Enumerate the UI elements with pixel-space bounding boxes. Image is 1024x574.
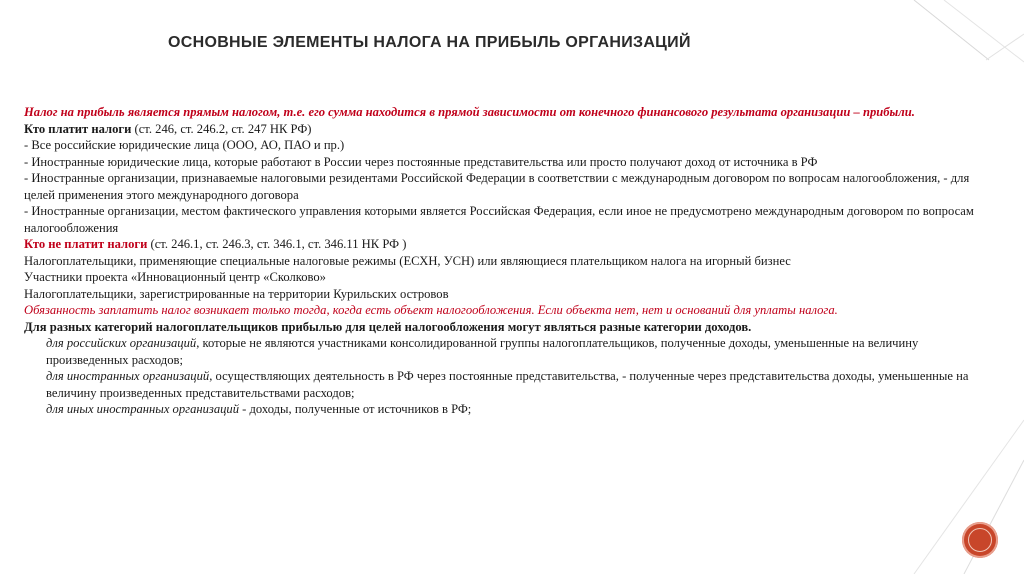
intro-text: Налог на прибыль является прямым налогом, т.е. его сумма находится в прямой зависимости от конечного финансового результата организации – прибыли. (24, 105, 915, 119)
list-item: Участники проекта «Инновационный центр «Сколково» (24, 270, 326, 284)
who-pays-line (24, 121, 984, 138)
who-not-pays-line (24, 236, 984, 253)
category-item (24, 335, 984, 368)
list-item: - Все российские юридические лица (ООО, АО, ПАО и пр.) (24, 138, 345, 152)
category-term: для иностранных организаций (46, 369, 210, 383)
who-not-pays-heading: Кто не платит налоги (24, 237, 148, 251)
list-item: - Иностранные юридические лица, которые работают в России через постоянные представительства или просто получают доход от источника в РФ (24, 154, 818, 169)
category-item (24, 368, 984, 401)
obligation-text: Обязанность заплатить налог возникает только тогда, когда есть объект налогообложения. Если объекта нет, нет и оснований для уплаты налога. (24, 303, 838, 317)
who-pays-ref: (ст. 246, ст. 246.2, ст. 247 НК РФ) (131, 121, 312, 136)
list-item: Налогоплательщики, применяющие специальные налоговые режимы (ЕСХН, УСН) или являющиеся плательщиком налога на игорный бизнес (24, 253, 791, 268)
category-term: для российских организаций (46, 336, 197, 350)
list-item: - Иностранные организации, местом фактического управления которыми является Российская Федерация, если иное не предусмотрено международным договором по вопросам налогообложения (24, 204, 974, 235)
circle-nav-inner (968, 528, 992, 552)
page-title: ОСНОВНЫЕ ЭЛЕМЕНТЫ НАЛОГА НА ПРИБЫЛЬ ОРГАНИЗАЦИЙ (168, 34, 691, 51)
categories-heading: Для разных категорий налогоплательщиков прибылью для целей налогообложения могут являться разные категории доходов. (24, 319, 752, 334)
list-item: - Иностранные организации, признаваемые налоговыми резидентами Российской Федерации в соответствии с международным договором по вопросам налогообложения, - для целей применения этого международного договора (24, 171, 970, 202)
circle-nav-icon[interactable] (962, 522, 998, 558)
category-text: , осуществляющих деятельность в РФ через постоянные представительства, - полученные через представительства доходы, уменьшенные на величину произведенных представительствами расходов; (46, 369, 969, 400)
category-text: - доходы, полученные от источников в РФ; (239, 402, 472, 416)
category-text: , которые не являются участниками консолидированной группы налогоплательщиков, полученные доходы, уменьшенные на величину произведенных расходов; (46, 336, 919, 367)
category-term: для иных иностранных организаций (46, 402, 240, 416)
who-not-pays-ref: (ст. 246.1, ст. 246.3, ст. 346.1, ст. 346.11 НК РФ ) (147, 237, 407, 251)
list-item: Налогоплательщики, зарегистрированные на территории Курильских островов (24, 286, 449, 301)
category-item (24, 401, 984, 418)
slide-body (24, 104, 984, 418)
who-pays-heading: Кто платит налоги (24, 121, 132, 136)
